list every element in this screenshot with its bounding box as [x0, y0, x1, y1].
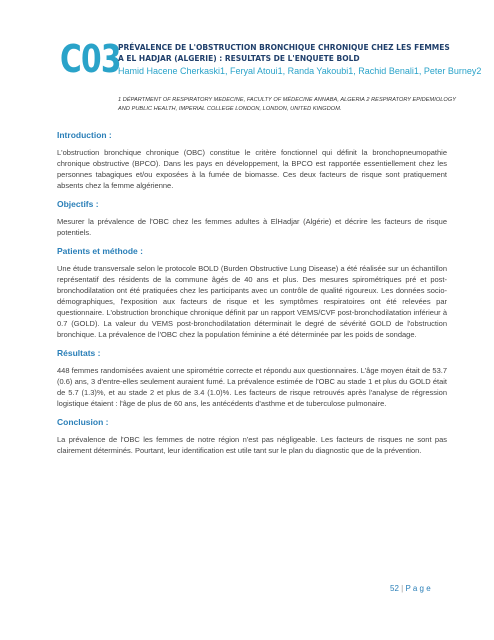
conclusion-text: La prévalence de l'OBC les femmes de notre région n'est pas négligeable. Les facteurs de risques ne sont pas clairement déterminés. Pourtant, leur identification est utile tant sur le plan du diagnostic que de la prévention.	[57, 435, 447, 455]
methode-heading: Patients et méthode :	[57, 246, 143, 256]
abstract-title: PRÉVALENCE DE L'OBSTRUCTION BRONCHIQUE CHRONIQUE CHEZ LES FEMMES A EL HADJAR (ALGERIE) : RESULTATS DE L'ENQUETE BOLD	[118, 43, 450, 63]
resultats-heading: Résultats :	[57, 348, 101, 358]
page-label: P a g e	[405, 584, 431, 593]
page-number: 52	[390, 584, 399, 593]
abstract-code: C03	[60, 37, 121, 81]
introduction-text: L'obstruction bronchique chronique (OBC) constitue le critère fonctionnel qui définit la bronchopneumopathie chronique obstructive (BPCO). Dans les pays en développement, la BPCO est rapportée essentiellement chez les personnes tabagiques et/ou exposées à la fumée de biomasse. Ces deux facteurs de risque sont pratiquement absents chez la femme algérienne.	[57, 148, 447, 190]
affiliations: 1 DÉPARTMENT OF RESPIRATORY MEDECINE, FACULTY OF MÉDECINE ANNABA, ALGERIA 2 RESPIRATORY EPIDEMIOLOGY AND PUBLIC HEALTH, IMPERIAL COLLEGE LONDON, LONDON, UNITED KINGDOM.	[118, 97, 456, 112]
resultats-text: 448 femmes randomisées avaient une spirométrie correcte et répondu aux questionnaires. L'âge moyen était de 53.7 (0.6) ans, 3 d'entre-elles seulement auraient fumé. La prévalence estimée de l'OBC au stade 1 et plus du GOLD était de 5.7 (1.3)%, et au stade 2 et plus de 3.4 (1.0)%. Les facteurs de risque retrouvés après l'analyse de régression logistique étaient : l'âge de plus de 60 ans, les antécédents d'asthme et de tuberculose pulmonaire.	[57, 366, 447, 408]
author-list: Hamid Hacene Cherkaski1, Feryal Atoui1, Randa Yakoubi1, Rachid Benali1, Peter Burney2	[118, 66, 482, 76]
introduction-heading: Introduction :	[57, 130, 112, 140]
objectifs-heading: Objectifs :	[57, 199, 99, 209]
methode-text: Une étude transversale selon le protocole BOLD (Burden Obstructive Lung Disease) a été réalisée sur un échantillon représentatif des résidents de la commune âgés de 40 ans et plus. Des mesures spirométriques pré et post-bronchodilatation ont été pratiquées chez les participants avec un contrôle de qualité rigoureux. Les données socio-démographiques, l'exposition aux facteurs de risque et les symptômes respiratoires ont été relevées par questionnaire. L'obstruction bronchique chronique définit par un rapport VEMS/CVF post-bronchodilatation inférieur à 0.7 (GOLD). La valeur du VEMS post-bronchodilatation déterminait le degré de sévérité GOLD de l'obstruction bronchique. La prévalence de l'OBC chez la population féminine a été déterminée par les poids de sondage.	[57, 264, 447, 339]
abstract-body	[57, 130, 447, 464]
objectifs-text: Mesurer la prévalence de l'OBC chez les femmes adultes à ElHadjar (Algérie) et décrire les facteurs de risque potentiels.	[57, 217, 447, 237]
page-footer	[390, 584, 431, 593]
conclusion-heading: Conclusion :	[57, 417, 109, 427]
footer-separator: |	[401, 584, 404, 593]
